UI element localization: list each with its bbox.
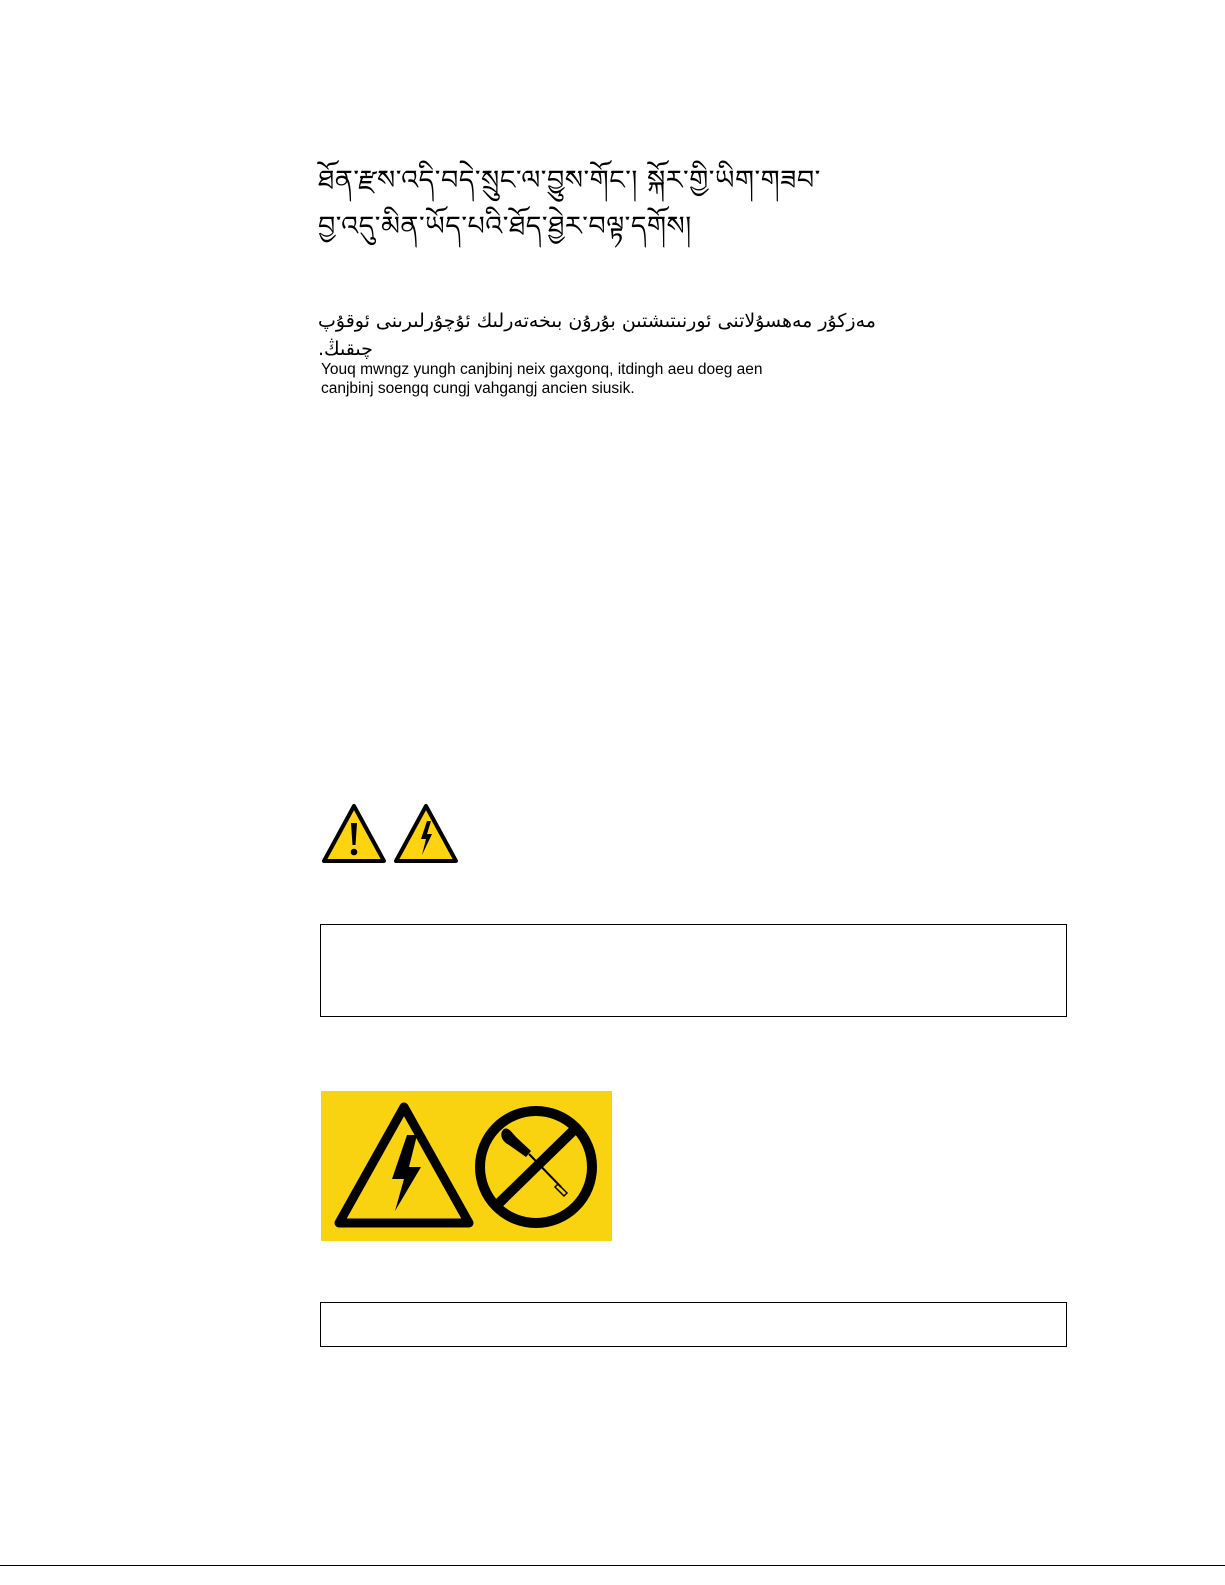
safety-label-graphic [321, 1091, 612, 1241]
notice-tibetan-line: ཐོན་རྫས་འདི་བདེ་སྲུང་ལ་བྱུས་གོང་། སྐོར་གྱི་ཡིག་གཟབ་ [318, 165, 821, 196]
notice-zhuang [321, 360, 841, 398]
page-footer-rule [0, 1565, 1225, 1566]
note-box [320, 1302, 1067, 1347]
electrical-hazard-icon [396, 806, 456, 861]
notice-zhuang-line: canjbinj soengq cungj vahgangj ancien siusik. [321, 380, 635, 397]
hazard-icons-graphic [321, 803, 461, 865]
caution-icon [324, 806, 384, 861]
note-box [320, 924, 1067, 1017]
notice-tibetan [318, 158, 878, 250]
notice-uyghur: مەزكۇر مەھسۇلاتنى ئورنىتىشتىن بۇرۇن بىخەتەرلىك ئۇچۇرلىرىنى ئوقۇپ چىقىڭ. [318, 310, 876, 360]
notice-tibetan-line: བྱ་འདུ་མིན་ཡོད་པའི་ཐོད་ཐྱེར་བལྟ་དགོས། [318, 211, 692, 242]
hazard-icons [321, 803, 461, 865]
safety-label [321, 1091, 612, 1241]
notice-zhuang-line: Youq mwngz yungh canjbinj neix gaxgonq, itdingh aeu doeg aen [321, 361, 763, 378]
